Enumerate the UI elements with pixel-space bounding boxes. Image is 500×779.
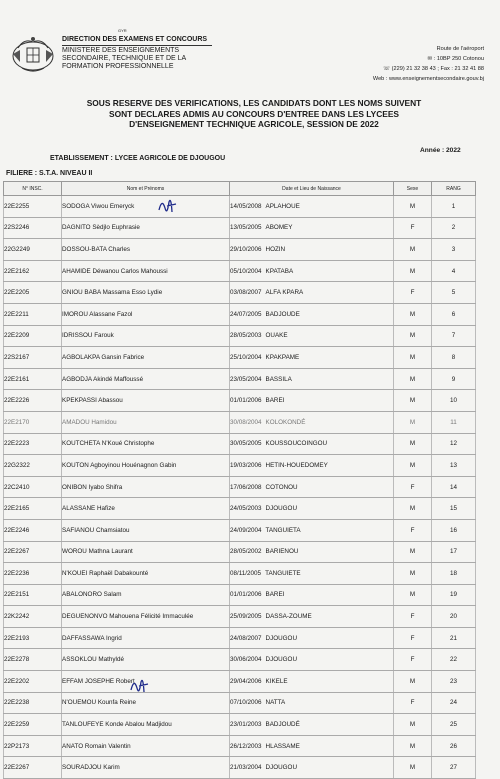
- birth-place: HOZIN: [265, 245, 286, 253]
- birth-place: DASSA-ZOUME: [265, 613, 312, 621]
- cell-ins: 22E2255: [4, 196, 62, 218]
- birth-place: TANGUIETA: [265, 526, 301, 534]
- cell-ins: 22E2223: [4, 433, 62, 455]
- birth-place: ABOMEY: [265, 224, 293, 232]
- cell-ins: 22E2209: [4, 325, 62, 347]
- birth-place: HETIN-HOUEDOMEY: [265, 461, 328, 469]
- birth-place: ALFA KPARA: [265, 289, 304, 297]
- cell-name: DEGUENONVO Mahouena Félicité Immaculée: [62, 606, 230, 628]
- ministry-block: [62, 28, 222, 71]
- cell-name: DAFFASSAWA Ingrid: [62, 627, 230, 649]
- birth-date: 25/09/2005: [230, 613, 262, 621]
- cell-birth: [230, 217, 394, 239]
- cell-rank: 11: [432, 411, 476, 433]
- birth-date: 29/04/2006: [230, 677, 262, 685]
- cell-sex: M: [394, 671, 432, 693]
- cell-rank: 23: [432, 671, 476, 693]
- cell-rank: 4: [432, 260, 476, 282]
- cell-sex: M: [394, 347, 432, 369]
- cell-ins: 22E2161: [4, 368, 62, 390]
- cell-birth: [230, 347, 394, 369]
- cell-sex: M: [394, 584, 432, 606]
- cell-ins: 22E2211: [4, 303, 62, 325]
- ministry-code: GYR: [118, 28, 127, 33]
- birth-date: 29/10/2006: [230, 245, 262, 253]
- table-row: [4, 347, 476, 369]
- birth-place: DJOUGOU: [265, 764, 298, 772]
- cell-birth: [230, 757, 394, 779]
- cell-rank: 6: [432, 303, 476, 325]
- cell-birth: [230, 584, 394, 606]
- cell-rank: 17: [432, 541, 476, 563]
- cell-rank: 14: [432, 476, 476, 498]
- birth-place: BAREI: [265, 397, 285, 405]
- birth-place: BASSILA: [265, 375, 292, 383]
- birth-date: 19/03/2006: [230, 461, 262, 469]
- birth-date: 03/08/2007: [230, 289, 262, 297]
- header-name: Nom et Prénoms: [62, 182, 230, 196]
- cell-rank: 18: [432, 563, 476, 585]
- birth-place: COTONOU: [265, 483, 298, 491]
- mailbox-line: ✉ : 10BP 250 Cotonou: [427, 56, 484, 62]
- cell-ins: 22E2267: [4, 541, 62, 563]
- header-rank: RANG: [432, 182, 476, 196]
- cell-name: SAFIANOU Chamsiatou: [62, 519, 230, 541]
- table-header-row: [4, 182, 476, 196]
- birth-place: OUAKE: [265, 332, 288, 340]
- cell-ins: 22E2151: [4, 584, 62, 606]
- cell-ins: 22C2410: [4, 476, 62, 498]
- cell-ins: 22E2170: [4, 411, 62, 433]
- birth-date: 01/01/2006: [230, 591, 262, 599]
- cell-birth: [230, 239, 394, 261]
- birth-place: KOUSSOUCOINGOU: [265, 440, 328, 448]
- cell-name: SOURADJOU Karim: [62, 757, 230, 779]
- cell-sex: M: [394, 260, 432, 282]
- cell-sex: M: [394, 303, 432, 325]
- cell-rank: 15: [432, 498, 476, 520]
- table-row: [4, 390, 476, 412]
- birth-place: KPATABA: [265, 267, 294, 275]
- cell-birth: [230, 196, 394, 218]
- cell-birth: [230, 606, 394, 628]
- table-row: [4, 606, 476, 628]
- birth-place: DJOUGOU: [265, 634, 298, 642]
- cell-name: TANLOUFEYE Konde Abalou Madjidou: [62, 714, 230, 736]
- table-row: [4, 411, 476, 433]
- cell-rank: 8: [432, 347, 476, 369]
- cell-sex: M: [394, 325, 432, 347]
- web-line: Web : www.enseignementsecondaire.gouv.bj: [372, 76, 484, 82]
- cell-ins: 22E2226: [4, 390, 62, 412]
- cell-rank: 25: [432, 714, 476, 736]
- cell-birth: [230, 519, 394, 541]
- table-row: [4, 325, 476, 347]
- cell-rank: 10: [432, 390, 476, 412]
- birth-date: 07/10/2006: [230, 699, 262, 707]
- cell-name: AMADOU Hamidou: [62, 411, 230, 433]
- birth-date: 01/01/2006: [230, 397, 262, 405]
- cell-birth: [230, 433, 394, 455]
- cell-sex: M: [394, 563, 432, 585]
- birth-place: DJOUGOU: [265, 656, 298, 664]
- cell-name: WOROU Mathna Laurant: [62, 541, 230, 563]
- table-row: [4, 714, 476, 736]
- cell-name: ASSOKLOU Mathyldé: [62, 649, 230, 671]
- cell-ins: 22E2205: [4, 282, 62, 304]
- birth-date: 25/10/2004: [230, 353, 262, 361]
- cell-rank: 20: [432, 606, 476, 628]
- cell-rank: 9: [432, 368, 476, 390]
- contact-block: [373, 44, 484, 84]
- table-row: [4, 239, 476, 261]
- cell-birth: [230, 303, 394, 325]
- cell-name: DOSSOU-BATA Charles: [62, 239, 230, 261]
- title-line-3: D'ENSEIGNEMENT TECHNIQUE AGRICOLE, SESSION DE 2022: [129, 119, 379, 129]
- cell-name: DAGNITO Sèdjlo Euphrasie: [62, 217, 230, 239]
- cell-rank: 3: [432, 239, 476, 261]
- cell-sex: M: [394, 390, 432, 412]
- table-row: [4, 303, 476, 325]
- cell-sex: M: [394, 714, 432, 736]
- birth-place: KOLOKONDÉ: [265, 418, 306, 426]
- table-row: [4, 498, 476, 520]
- establishment-label: ETABLISSEMENT : LYCEE AGRICOLE DE DJOUGOU: [50, 155, 226, 162]
- cell-sex: F: [394, 606, 432, 628]
- cell-sex: M: [394, 433, 432, 455]
- cell-birth: [230, 498, 394, 520]
- cell-sex: M: [394, 239, 432, 261]
- cell-name: IDRISSOU Farouk: [62, 325, 230, 347]
- table-row: [4, 217, 476, 239]
- birth-date: 17/06/2008: [230, 483, 262, 491]
- cell-sex: F: [394, 692, 432, 714]
- cell-rank: 13: [432, 455, 476, 477]
- cell-birth: [230, 411, 394, 433]
- table-row: [4, 671, 476, 693]
- cell-ins: 22E2193: [4, 627, 62, 649]
- birth-place: KPAKPAME: [265, 353, 300, 361]
- birth-place: BAREI: [265, 591, 285, 599]
- birth-date: 30/08/2004: [230, 418, 262, 426]
- cell-rank: 12: [432, 433, 476, 455]
- cell-name: KOUTCHETA N'Koué Christophe: [62, 433, 230, 455]
- cell-name: SODOGA Viwou Emeryck: [62, 196, 230, 218]
- cell-birth: [230, 714, 394, 736]
- cell-name: KOUTON Agboyinou Houénagnon Gabin: [62, 455, 230, 477]
- birth-place: NATTA: [265, 699, 286, 707]
- cell-rank: 26: [432, 735, 476, 757]
- cell-rank: 21: [432, 627, 476, 649]
- table-row: [4, 649, 476, 671]
- birth-date: 24/08/2007: [230, 634, 262, 642]
- birth-date: 05/10/2004: [230, 267, 262, 275]
- cell-sex: M: [394, 411, 432, 433]
- cell-name: AGBODJA Akindé Maffoussé: [62, 368, 230, 390]
- cell-birth: [230, 282, 394, 304]
- birth-date: 28/05/2002: [230, 548, 262, 556]
- birth-place: DJOUGOU: [265, 505, 298, 513]
- cell-name: KPEKPASSI Abassou: [62, 390, 230, 412]
- cell-name: ABALONORO Salam: [62, 584, 230, 606]
- table-row: [4, 368, 476, 390]
- cell-ins: 22E2236: [4, 563, 62, 585]
- ministry-line-1: DIRECTION DES EXAMENS ET CONCOURS: [62, 36, 208, 43]
- cell-sex: M: [394, 196, 432, 218]
- birth-date: 30/05/2005: [230, 440, 262, 448]
- table-row: [4, 627, 476, 649]
- birth-place: HLASSAME: [265, 742, 300, 750]
- cell-name: N'KOUEI Raphaël Dabakounté: [62, 563, 230, 585]
- cell-birth: [230, 735, 394, 757]
- cell-birth: [230, 563, 394, 585]
- cell-sex: M: [394, 498, 432, 520]
- cell-birth: [230, 649, 394, 671]
- cell-ins: 22S2246: [4, 217, 62, 239]
- header-ins: N° INSC.: [4, 182, 62, 196]
- cell-rank: 5: [432, 282, 476, 304]
- birth-date: 24/05/2003: [230, 505, 262, 513]
- ministry-line-4: FORMATION PROFESSIONNELLE: [62, 63, 174, 70]
- cell-rank: 24: [432, 692, 476, 714]
- cell-name: GNIOU BABA Massama Esso Lydie: [62, 282, 230, 304]
- cell-sex: F: [394, 476, 432, 498]
- ministry-line-2: MINISTERE DES ENSEIGNEMENTS: [62, 47, 180, 54]
- cell-ins: 22K2242: [4, 606, 62, 628]
- cell-rank: 19: [432, 584, 476, 606]
- cell-birth: [230, 671, 394, 693]
- birth-date: 21/03/2004: [230, 764, 262, 772]
- cell-name: ANATO Romain Valentin: [62, 735, 230, 757]
- cell-ins: 22E2267: [4, 757, 62, 779]
- address-line: Route de l'aéroport: [436, 46, 484, 52]
- signature-mark: [156, 196, 178, 218]
- admitted-candidates-table: [3, 181, 476, 779]
- cell-ins: 22E2259: [4, 714, 62, 736]
- cell-ins: 22G2322: [4, 455, 62, 477]
- table-row: [4, 692, 476, 714]
- header-sex: Sexe: [394, 182, 432, 196]
- divider: [62, 45, 212, 46]
- cell-name: ONIBON Iyabo Shifra: [62, 476, 230, 498]
- table-row: [4, 735, 476, 757]
- birth-date: 13/05/2005: [230, 224, 262, 232]
- cell-ins: 22P2173: [4, 735, 62, 757]
- phone-line: ☏ (229) 21 32 38 43 ; Fax : 21 32 41 88: [383, 66, 484, 72]
- cell-sex: F: [394, 282, 432, 304]
- birth-place: KIKELE: [265, 677, 288, 685]
- birth-date: 14/05/2008: [230, 202, 262, 210]
- birth-date: 28/05/2003: [230, 332, 262, 340]
- cell-name: IMOROU Alassane Fazol: [62, 303, 230, 325]
- cell-rank: 22: [432, 649, 476, 671]
- cell-ins: 22E2246: [4, 519, 62, 541]
- table-row: [4, 476, 476, 498]
- cell-sex: M: [394, 368, 432, 390]
- cell-rank: 27: [432, 757, 476, 779]
- cell-birth: [230, 368, 394, 390]
- birth-place: BADJOUDÉ: [265, 721, 300, 729]
- birth-place: TANGUIETE: [265, 569, 301, 577]
- cell-rank: 16: [432, 519, 476, 541]
- table-row: [4, 282, 476, 304]
- session-year: Année : 2022: [420, 147, 461, 154]
- cell-birth: [230, 627, 394, 649]
- cell-ins: 22E2165: [4, 498, 62, 520]
- birth-date: 24/09/2004: [230, 526, 262, 534]
- cell-sex: M: [394, 455, 432, 477]
- birth-date: 30/06/2004: [230, 656, 262, 664]
- ministry-line-3: SECONDAIRE, TECHNIQUE ET DE LA: [62, 55, 187, 62]
- birth-date: 24/07/2005: [230, 310, 262, 318]
- cell-name: AGBOLAKPA Gansin Fabrice: [62, 347, 230, 369]
- table-row: [4, 519, 476, 541]
- cell-sex: F: [394, 217, 432, 239]
- cell-rank: 2: [432, 217, 476, 239]
- birth-place: BARIENOU: [265, 548, 299, 556]
- birth-place: BADJOUDE: [265, 310, 300, 318]
- cell-birth: [230, 692, 394, 714]
- cell-ins: 22E2162: [4, 260, 62, 282]
- cell-birth: [230, 390, 394, 412]
- table-row: [4, 563, 476, 585]
- cell-name: EFFAM JOSEPHE Robert: [62, 671, 230, 693]
- document-title: [24, 98, 484, 130]
- birth-date: 23/01/2003: [230, 721, 262, 729]
- cell-birth: [230, 476, 394, 498]
- cell-sex: M: [394, 541, 432, 563]
- signature-mark: [128, 676, 150, 698]
- cell-birth: [230, 541, 394, 563]
- cell-name: N'OUEMOU Kounfa Reine: [62, 692, 230, 714]
- cell-birth: [230, 325, 394, 347]
- filiere-label: FILIERE : S.T.A. NIVEAU II: [6, 170, 93, 177]
- title-line-2: SONT DECLARES ADMIS AU CONCOURS D'ENTREE DANS LES LYCEES: [108, 108, 400, 119]
- birth-date: 23/05/2004: [230, 375, 262, 383]
- cell-rank: 1: [432, 196, 476, 218]
- cell-birth: [230, 455, 394, 477]
- table-row: [4, 584, 476, 606]
- cell-name: AHAMIDE Déwanou Carlos Mahoussi: [62, 260, 230, 282]
- cell-sex: M: [394, 757, 432, 779]
- cell-name: ALASSANE Hafize: [62, 498, 230, 520]
- cell-sex: F: [394, 627, 432, 649]
- cell-rank: 7: [432, 325, 476, 347]
- table-row: [4, 433, 476, 455]
- cell-ins: 22S2167: [4, 347, 62, 369]
- table-row: [4, 455, 476, 477]
- cell-sex: F: [394, 519, 432, 541]
- cell-sex: F: [394, 649, 432, 671]
- cell-ins: 22E2278: [4, 649, 62, 671]
- cell-ins: 22E2238: [4, 692, 62, 714]
- birth-date: 08/11/2005: [230, 569, 262, 577]
- cell-ins: 22E2202: [4, 671, 62, 693]
- coat-of-arms-icon: [10, 34, 56, 74]
- table-row: [4, 757, 476, 779]
- table-row: [4, 196, 476, 218]
- birth-date: 26/12/2003: [230, 742, 262, 750]
- birth-place: APLAHOUE: [265, 202, 300, 210]
- table-row: [4, 541, 476, 563]
- cell-sex: M: [394, 735, 432, 757]
- table-row: [4, 260, 476, 282]
- cell-birth: [230, 260, 394, 282]
- header-birth: Date et Lieu de Naissance: [230, 182, 394, 196]
- cell-ins: 22G2249: [4, 239, 62, 261]
- title-line-1: SOUS RESERVE DES VERIFICATIONS, LES CANDIDATS DONT LES NOMS SUIVENT: [86, 98, 422, 108]
